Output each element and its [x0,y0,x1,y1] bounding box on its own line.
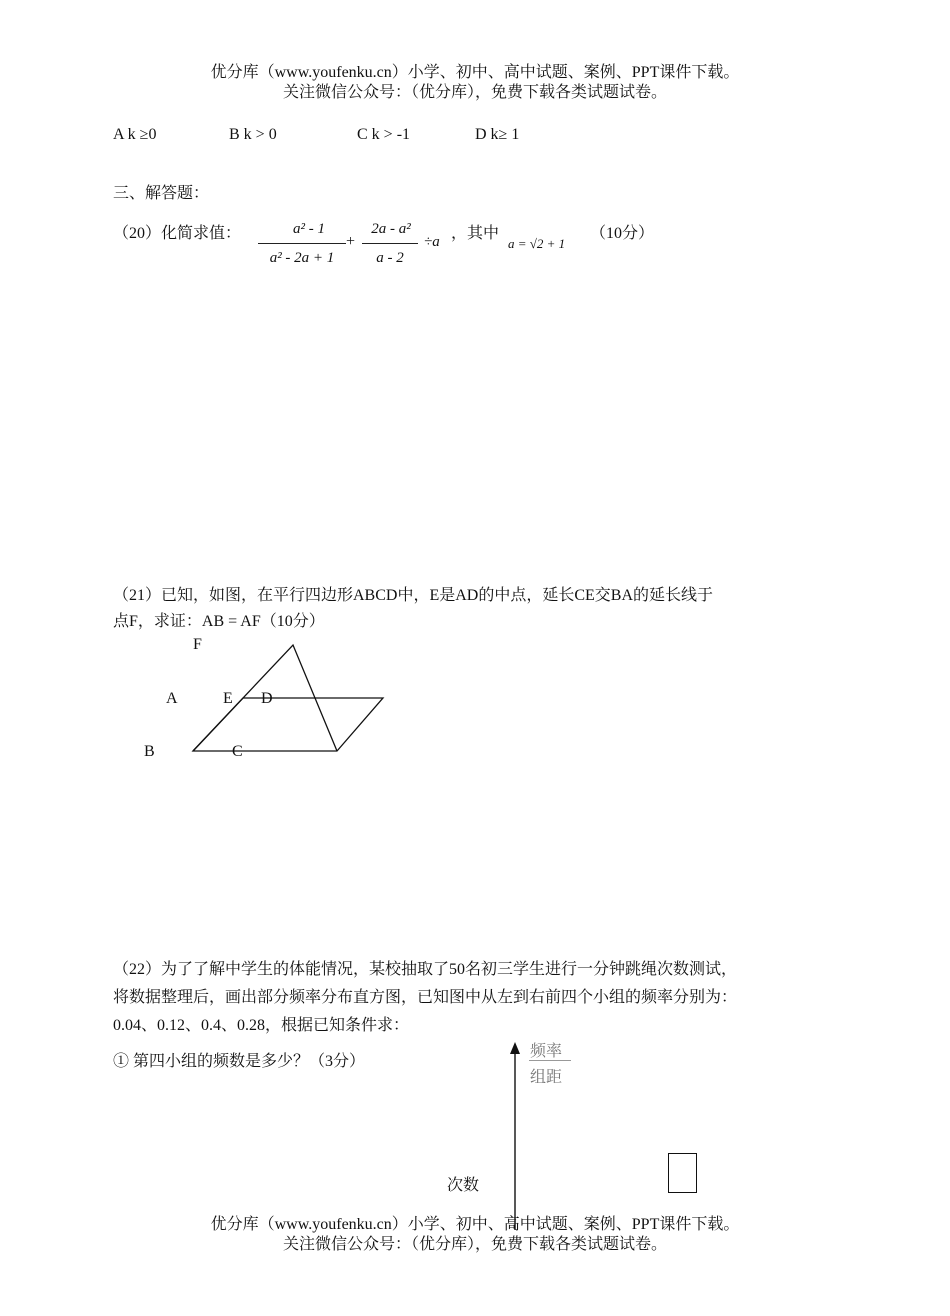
q20-frac2-bar [362,243,418,244]
y-axis-label-bar [529,1060,571,1061]
option-b: B k > 0 [229,126,277,143]
q20-frac1-bar [258,243,346,244]
option-d: D k≥ 1 [475,126,520,143]
y-axis-label-numerator: 频率 [530,1043,563,1060]
label-c: C [232,743,243,760]
footer-line-1: 优分库（www.youfenku.cn）小学、初中、高中试题、案例、PPT课件下载。 [210,1216,740,1233]
parallelogram-abcd [193,698,383,751]
q22-sub-question-1: ① 第四小组的频数是多少？（3分） [113,1053,366,1070]
q20-frac2-denominator: a - 2 [376,250,404,266]
q20-score: （10分） [590,225,655,242]
histogram-bar [668,1153,697,1193]
label-a: A [166,690,178,707]
header-line-2: 关注微信公众号：（优分库），免费下载各类试题试卷。 [282,84,667,101]
q21-line-1: （21）已知，如图，在平行四边形ABCD中，E是AD的中点，延长CE交BA的延长线于 [113,587,714,604]
q20-frac2-numerator: 2a - a² [371,221,411,237]
q21-line-2: 点F，求证：AB = AF（10分） [113,613,325,630]
x-axis-label: 次数 [447,1177,480,1194]
option-c: C k > -1 [357,126,411,143]
option-a: A k ≥0 [113,126,157,143]
q22-line-2: 将数据整理后，画出部分频率分布直方图，已知图中从左到右前四个小组的频率分别为： [113,989,738,1006]
q20-plus: + [346,233,356,250]
q22-line-1: （22）为了了解中学生的体能情况，某校抽取了50名初三学生进行一分钟跳绳次数测试， [113,961,738,978]
q20-middle-text: ，其中 [451,225,500,242]
label-f: F [193,636,202,653]
axis-arrow-icon [510,1042,520,1054]
q20-condition: a = √2 + 1 [508,236,566,251]
footer-line-2: 关注微信公众号：（优分库），免费下载各类试题试卷。 [282,1236,667,1253]
label-e: E [223,690,233,707]
section-title: 三、解答题： [113,185,210,202]
label-d: D [261,690,273,707]
q20-prefix: （20）化简求值： [113,225,242,242]
header-line-1: 优分库（www.youfenku.cn）小学、初中、高中试题、案例、PPT课件下载。 [210,64,740,81]
q20-frac1-numerator: a² - 1 [293,221,325,237]
q22-line-3: 0.04、0.12、0.4、0.28，根据已知条件求： [113,1017,410,1034]
y-axis-label-denominator: 组距 [530,1069,563,1086]
label-b: B [144,743,155,760]
q20-frac1-denominator: a² - 2a + 1 [269,250,335,266]
q20-divide: ÷a [424,234,440,250]
